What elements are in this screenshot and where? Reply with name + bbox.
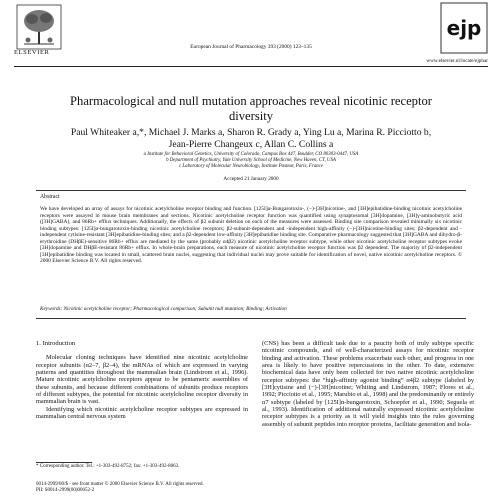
affiliation-a: a Institute for Behavioral Genetics, University of Colorado, Campus Box 447, Boulder, CO 80303-0447, USA xyxy=(143,152,359,157)
affiliation-b: b Department of Psychiatry, Yale University School of Medicine, New Haven, CT, USA xyxy=(166,158,336,163)
body-column-left xyxy=(36,340,248,420)
abstract-top-divider xyxy=(36,190,466,191)
accepted-date: Accepted 21 January 2000 xyxy=(223,176,279,182)
authors-line-2: Jean-Pierre Changeux c, Allan C. Collins a xyxy=(168,139,334,150)
title-line-1: Pharmacological and null mutation approaches reveal nicotinic receptor xyxy=(70,94,432,108)
pii-line: PII: S0014-2999(00)00052-2 xyxy=(36,488,95,493)
authors-line-1: Paul Whiteaker a,*, Michael J. Marks a, Sharon R. Grady a, Ying Lu a, Marina R. Picciotto b, xyxy=(70,127,432,138)
intro-paragraph-continued: (CNS) has been a difficult task due to a paucity both of truly subtype specific nicotinic compounds, and of well-characterized assays for nicotinic receptor binding and activation. These problems exacerbate each other, and progress in one area is likely to have positive repercussions in the other. To date, extensive biochemical data have only been collected for two native nicotinic acetylcholine receptor subtypes: the “high-affinity agonist binding” α4β2 subtype (labeled by [3H]cytisine and (−)-[3H]nicotine; Whiting and Lindstrom, 1987; Flores et al., 1992; Picciotto et al., 1995; Marubio et al., 1998) and the predominantly or entirely α7 subtype (labeled by [125I]α-bungarotoxin, Schoepfer et al., 1990; Seguela et al., 1993). Identification of additional naturally expressed nicotinic acetylcholine receptor subtypes is a priority as it will yield insights into the rules governing assembly of subunit peptides into receptor proteins, facilitate generation and isola- xyxy=(262,340,474,428)
corresponding-author-footnote: * Corresponding author. Tel.: +1-303-492-8752; fax: +1-303-492-8063. xyxy=(36,464,180,469)
section-heading-introduction: 1. Introduction xyxy=(36,340,76,347)
body-column-right xyxy=(262,340,474,428)
copyright-line: 0014-2999/00/$ - see front matter © 2000 Elsevier Science B.V. All rights reserved. xyxy=(36,482,204,487)
keywords: Keywords: Nicotinic acetylcholine receptor; Pharmacological comparison; Subunit null mutation; Binding; Activation xyxy=(40,306,287,312)
header-divider xyxy=(14,66,488,67)
title-line-2: diversity xyxy=(228,109,274,123)
abstract-bottom-divider xyxy=(36,318,466,319)
ejp-journal-logo-icon xyxy=(440,2,488,54)
abstract-text: We have developed an array of assays for nicotinic acetylcholine receptor binding and function. [125I]α-Bungarotoxin-, (−)-[3H]nicotine-, and [3H]epibatidine-binding nicotinic acetylcholine receptors were assayed in mouse brain membranes and sections. Nicotinic acetylcholine receptor function was quantified using synaptosomal [3H]dopamine, [3H]γ-aminobutyric acid ([3H]GABA), and 86Rb+ efflux techniques. Additionally, the effects of β2 subunit deletion on each of the measures were assessed. Binding site comparison revealed minimally six nicotinic binding subtypes: [125I]α-bungarotoxin-binding nicotinic acetylcholine receptors; β2-subunit-dependent and -independent high-affinity (−)-[3H]nicotine-binding sites; β2-dependent and -independent cytisine-resistant [3H]epibatidine-binding sites; and a β2-dependent low-affinity [3H]epibatidine binding site. Comparative pharmacology suggested that [3H]GABA and dihydro-β-erythroidine (DHβE)-sensitive 86Rb+ efflux are mediated by the same (probably α4β2) nicotinic acetylcholine receptor subtype, while other nicotinic acetylcholine receptor subtypes evoke [3H]dopamine and DHβE-resistant 86Rb+ efflux. In whole-brain preparations, each measure of nicotinic acetylcholine receptor function was β2 dependent. The majority of β2-independent [3H]epibatidine binding was located in small, scattered brain nuclei, suggesting that individual nuclei may prove suitable for identification of novel, native nicotinic acetylcholine receptors. © 2000 Elsevier Science B.V. All rights reserved. xyxy=(40,206,462,265)
publisher-name: ELSEVIER xyxy=(14,49,50,56)
ejp-logo-text: ejp xyxy=(446,16,482,40)
intro-paragraph-2: Identifying which nicotinic acetylcholine receptor subtypes are expressed in mammalian central nervous system xyxy=(36,405,248,421)
journal-url-link[interactable]: www.elsevier.nl/locate/ejphar xyxy=(426,58,488,64)
affiliation-c: c Laboratory of Molecular Neurobiology, Institute Pasteur, Paris, France xyxy=(179,164,323,169)
footnote-divider xyxy=(36,462,92,463)
affiliations xyxy=(40,152,462,170)
front-matter xyxy=(36,482,204,494)
journal-citation: European Journal of Pharmacology 393 (2000) 123–135 xyxy=(190,44,312,50)
article-title xyxy=(30,94,472,124)
abstract-heading: Abstract xyxy=(40,194,60,200)
author-list xyxy=(24,127,478,151)
intro-paragraph-1: Molecular cloning techniques have identified nine nicotinic acetylcholine receptor subunits (α2–7, β2–4), the mRNAs of which are expressed in varying patterns and quantities throughout the mammalian brain (Lindstrom et al., 1996). Mature nicotinic acetylcholine receptors appear to be pentameric assemblies of these subunits, and because different combinations of subunits produce receptors of different subtypes, the potential for nicotinic acetylcholine receptor diversity in mammalian brain is vast. xyxy=(36,354,248,406)
